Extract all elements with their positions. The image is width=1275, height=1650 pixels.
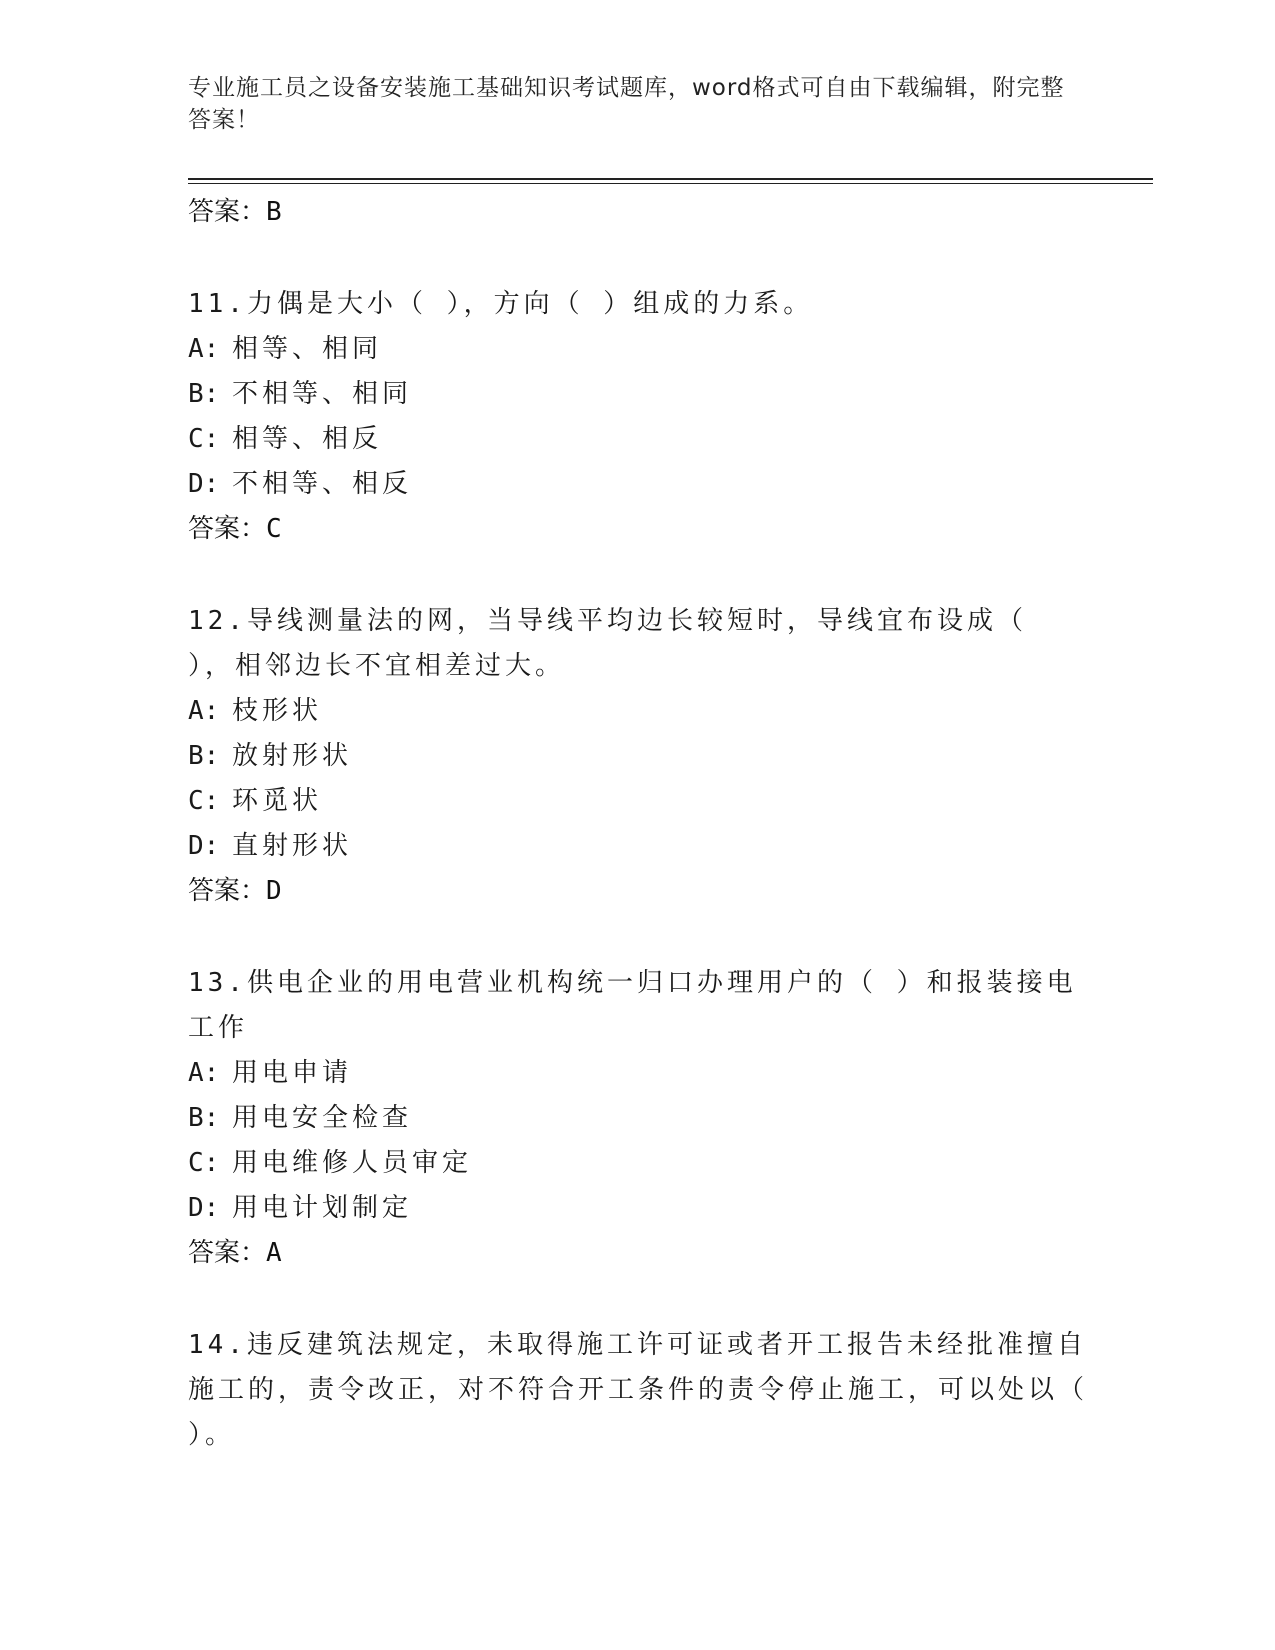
option-d [188,824,1088,869]
option-letter: B: [188,379,220,409]
option-c [188,1141,1088,1186]
option-b [188,372,1088,417]
answer-label: 答案： [188,1238,267,1268]
option-text: 用电计划制定 [232,1193,413,1223]
option-letter: B: [188,1103,220,1133]
option-letter: B: [188,741,220,771]
option-text: 用电维修人员审定 [232,1148,473,1178]
question-11: 11.力偶是大小（ ），方向（ ）组成的力系。 [188,289,814,319]
option-text: 用电安全检查 [232,1103,413,1133]
option-letter: A: [188,334,220,364]
answer-value: A [266,1238,282,1268]
question-list [188,190,1088,1458]
answer-label: 答案： [188,514,267,544]
option-text: 环觅状 [232,786,323,816]
option-letter: D: [188,469,220,499]
answer-value: D [266,876,282,906]
option-letter: A: [188,696,220,726]
option-a [188,327,1088,372]
answer-label: 答案： [188,197,267,227]
question-12: 12.导线测量法的网，当导线平均边长较短时，导线宜布设成（ ），相邻边长不宜相差过大。 [188,606,1027,681]
option-letter: C: [188,1148,220,1178]
option-text: 枝形状 [232,696,323,726]
option-text: 放射形状 [232,741,353,771]
option-c [188,779,1088,824]
option-text: 相等、相同 [232,334,383,364]
option-text: 用电申请 [232,1058,353,1088]
answer-label: 答案： [188,876,267,906]
option-letter: C: [188,786,220,816]
header-rule [188,178,1153,180]
option-d [188,462,1088,507]
answer-value: C [266,514,282,544]
answer-line [188,190,1088,234]
option-letter: D: [188,831,220,861]
answer-line [188,1231,1088,1275]
option-c [188,417,1088,462]
option-letter: C: [188,424,220,454]
option-d [188,1186,1088,1231]
answer-value: B [266,197,282,227]
question-14: 14.违反建筑法规定，未取得施工许可证或者开工报告未经批准擅自施工的，责令改正，对不符合开工条件的责令停止施工，可以处以（ ）。 [188,1330,1089,1450]
option-text: 不相等、相反 [232,469,413,499]
option-text: 相等、相反 [232,424,383,454]
header-rule-thin [188,183,1153,184]
option-a [188,689,1088,734]
answer-line [188,869,1088,913]
option-a [188,1051,1088,1096]
option-b [188,734,1088,779]
option-text: 不相等、相同 [232,379,413,409]
question-13: 13.供电企业的用电营业机构统一归口办理用户的（ ）和报装接电工作 [188,968,1077,1043]
option-text: 直射形状 [232,831,353,861]
page-header: 专业施工员之设备安装施工基础知识考试题库，word格式可自由下载编辑，附完整答案！ [188,75,1065,133]
option-letter: A: [188,1058,220,1088]
answer-line [188,507,1088,551]
option-b [188,1096,1088,1141]
option-letter: D: [188,1193,220,1223]
